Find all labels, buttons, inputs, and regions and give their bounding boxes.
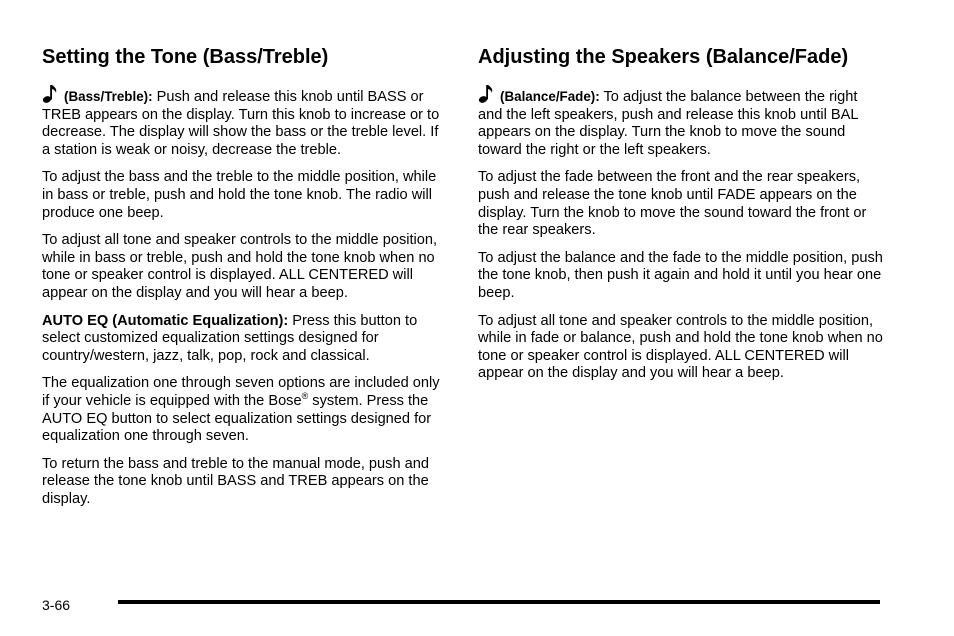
music-note-icon xyxy=(478,84,494,104)
left-column xyxy=(42,44,447,518)
right-column xyxy=(478,44,883,393)
equalization-text-b: system. Press the AUTO EQ button to select equalization settings designed for equalization one through seven. xyxy=(42,392,432,445)
auto-eq-text: Press this button to select customized equalization settings designed for country/western, jazz, talk, pop, rock and classical. xyxy=(42,312,418,364)
balance-fade-paragraph xyxy=(478,84,883,159)
balance-fade-label: (Balance/Fade): xyxy=(500,89,600,104)
right-heading: Adjusting the Speakers (Balance/Fade) xyxy=(478,46,849,68)
footer-rule xyxy=(118,600,880,604)
right-all-centered-paragraph: To adjust all tone and speaker controls to the middle position, while in fade or balance, push and hold the tone knob when no tone or speaker control is displayed. ALL CENTERED will appear on the display and you will hear a beep. xyxy=(478,312,883,382)
balance-fade-middle-paragraph: To adjust the balance and the fade to the middle position, push the tone knob, then push it again and hold it until you hear one beep. xyxy=(478,249,883,301)
equalization-text-a: The equalization one through seven options are included only if your vehicle is equipped with the Bose xyxy=(42,375,440,409)
auto-eq-paragraph xyxy=(42,313,447,366)
middle-position-paragraph: To adjust the bass and the treble to the middle position, while in bass or treble, push and hold the tone knob. The radio will produce one beep. xyxy=(42,169,437,221)
auto-eq-label: AUTO EQ (Automatic Equalization): xyxy=(42,312,289,329)
fade-paragraph: To adjust the fade between the front and the rear speakers, push and release the tone knob until FADE appears on the display. Turn the knob to move the sound toward the front or the rear speakers. xyxy=(478,169,867,239)
bass-treble-paragraph xyxy=(42,84,447,159)
bass-treble-text: Push and release this knob until BASS or TREB appears on the display. Turn this knob to increase or to decrease. The display will show the bass or the treble level. If a station is weak or noisy, decrease the treble. xyxy=(42,89,440,158)
balance-fade-text: To adjust the balance between the right and the left speakers, push and release this knob until BAL appears on the display. Turn the knob to move the sound toward the right or the left speakers. xyxy=(478,89,858,158)
bass-treble-label: (Bass/Treble): xyxy=(64,89,153,104)
left-heading: Setting the Tone (Bass/Treble) xyxy=(42,46,329,68)
equalization-paragraph xyxy=(42,375,447,445)
page-number: 3-66 xyxy=(42,597,71,613)
registered-mark: ® xyxy=(301,391,309,402)
manual-mode-paragraph: To return the bass and treble to the manual mode, push and release the tone knob until BASS and TREB appears on the display. xyxy=(42,455,429,507)
all-centered-paragraph: To adjust all tone and speaker controls to the middle position, while in bass or treble, push and hold the tone knob when no tone or speaker control is displayed. ALL CENTERED will appear on the display and you will hear a beep. xyxy=(42,232,438,301)
music-note-icon xyxy=(42,84,58,104)
